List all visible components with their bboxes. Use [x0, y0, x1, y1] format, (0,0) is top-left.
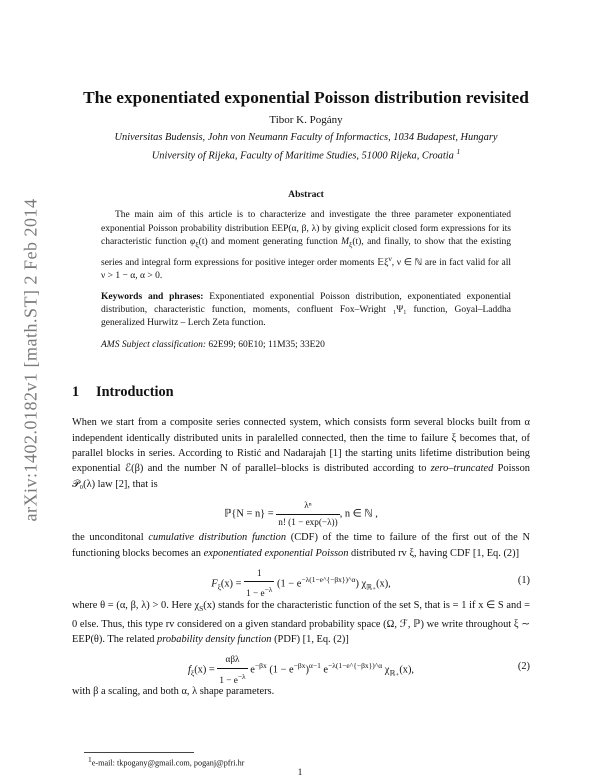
paragraph-1: When we start from a composite series connected system, which consists form several blocks built from α independent identically distributed units in paralelled connected, then the time to failure ξ becomes that, of parallel blocks in series. According to Ristić and Nadarajah [1] the starting units lifetime distribution being exponential ℰ(β) and the number N of parallel–blocks is distributed according to zero–truncated Poisson 𝒫₀(λ) law [2], that is — [72, 417, 530, 490]
page-number: 1 — [297, 768, 303, 778]
arxiv-id: arXiv:1402.0182v1 [math.ST] 2 Feb 2014 — [20, 198, 41, 522]
abstract-heading: Abstract — [288, 189, 324, 201]
ams-label: AMS Subject classification: — [101, 339, 207, 350]
equation-number-2: (2) — [517, 661, 530, 673]
paragraph-2: the unconditonal cumulative distribution function (CDF) of the time to failure of the first out of the N functioning blocks becomes an exponentiated exponential Poisson distributed rv ξ, having CDF [1, Eq. (2)] — [72, 532, 530, 559]
paragraph-4: with β a scaling, and both α, λ shape parameters. — [72, 686, 275, 698]
author-affiliations — [82, 131, 530, 163]
equation-number-1: (1) — [517, 575, 530, 587]
keywords: Keywords and phrases: Exponentiated exponential Poisson distribution, exponentiated exponential distribution, characteristic function, moments, confluent Fox–Wright ₁Ψ₁ function, Goyal–Laddha generalized Hurwitz – Lerch Zeta function. — [101, 291, 511, 329]
introduction-body — [72, 415, 530, 700]
paper-page — [72, 88, 530, 700]
footnote: $^1$e-mail: tkpogany@gmail.com, poganj@pfri.hr — [88, 755, 245, 768]
paragraph-3: where θ = (α, β, λ) > 0. Here $\chi_S(x)$ stands for the characteristic function of the set S, that is = 1 if x ∈ S and = 0 else. Thus, this type rv considered on a given standard probability space (Ω, ℱ, ℙ) we write throughout ξ ∼ EEP(θ). The related probability density function (PDF) [1, Eq. (2)] — [72, 600, 530, 645]
footnote-mark: 1 — [456, 147, 461, 156]
section-heading-introduction: 1 Introduction — [72, 384, 174, 401]
paper-title: The exponentiated exponential Poisson distribution revisited — [83, 88, 529, 107]
keywords-label: Keywords and phrases: — [101, 291, 204, 302]
affiliation-2: University of Rijeka, Faculty of Maritime Studies, 51000 Rijeka, Croatia $^1$ — [151, 147, 461, 162]
footnote-rule — [84, 752, 194, 753]
affiliation-1: Universitas Budensis, John von Neumann Faculty of Informactics, 1034 Budapest, Hungary — [114, 132, 498, 143]
arxiv-sidebar-stamp — [18, 180, 44, 540]
paper-author: Tibor K. Pogány — [269, 114, 343, 126]
abstract-text: The main aim of this article is to characterize and investigate the three parameter exponentiated exponential Poisson probability distribution EEP(α, β, λ) by giving explicit closed form expressions for its characteristic function $\varphi_\xi(t)$ and moment generating function $M_\xi(t)$, and finally, to show that the existing series and integral form expressions for positive integer order moments 𝔼ξ$^\nu$, ν ∈ ℕ are in fact valid for all ν > 1 − α, α > 0. — [101, 210, 512, 282]
abstract — [101, 209, 511, 352]
equation-poisson: ℙ{N = n} = $\frac{\text{λⁿ}}{n! (1 - \exp(-\lambda))}$ , n ∈ ℕ , — [72, 496, 530, 530]
equation-2-pdf: $f_\xi(x)$ = $\frac{\text{αβλ}}{1 - e^{-\lambda}}$ $e^{-\beta x}$ $(1 - e^{-\beta x})^{\alpha-1}$ $e^{-\lambda(1-e\^{}\{-\beta x\})\^{}\alpha}$ $\chi_{ℝ_+}(x)$, (2) — [72, 650, 530, 684]
ams-classification: AMS Subject classification: 62E99; 60E10; 11M35; 33E20 — [101, 339, 325, 350]
equation-1-cdf: $F_\xi(x)$ = $\frac{1}{1 - e^{-\lambda}}$ $(1 - e^{-\lambda(1-e\^{}\{-\beta x\})\^{}\alpha})$ $\chi_{ℝ_+}(x)$, (1) — [72, 564, 530, 598]
